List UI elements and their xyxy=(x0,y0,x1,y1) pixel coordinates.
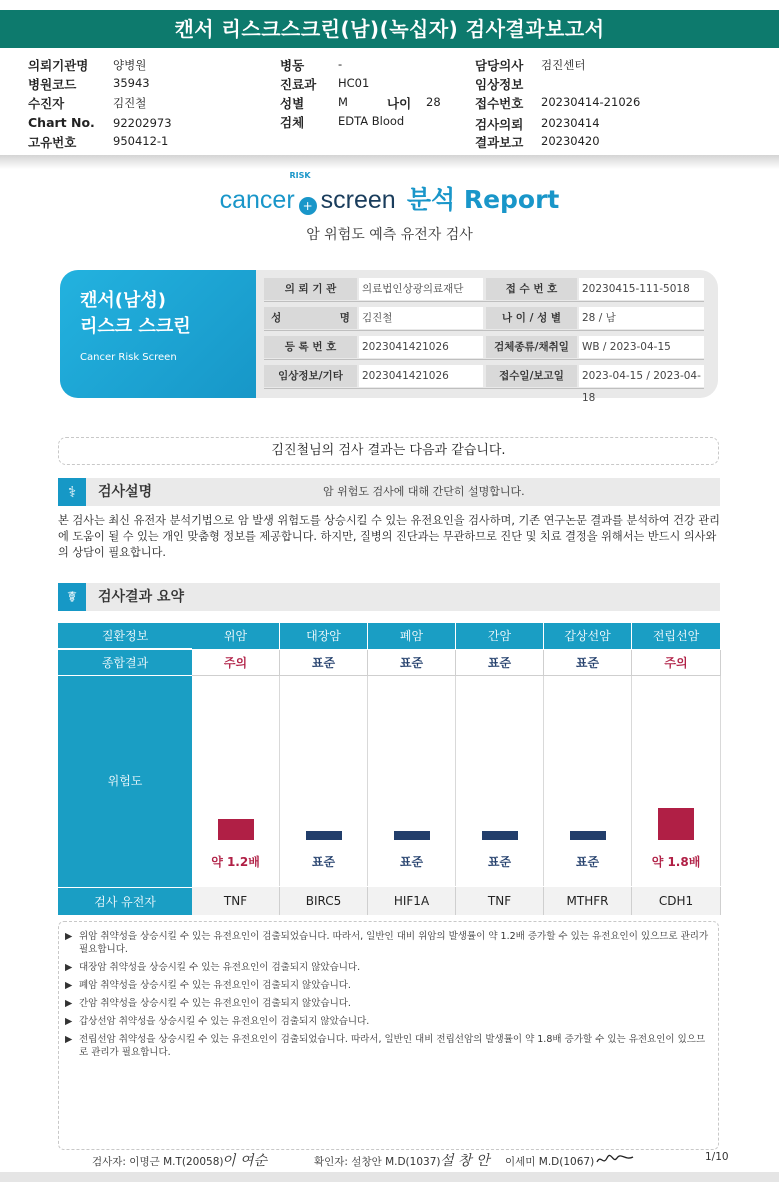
header-value: 35943 xyxy=(113,76,150,90)
risk-bar xyxy=(394,831,430,840)
header-value: 양병원 xyxy=(113,58,147,72)
header-value: 20230420 xyxy=(541,134,600,148)
row-label-overall: 종합결과 xyxy=(58,650,192,676)
header-value: 검진센터 xyxy=(541,58,586,72)
header-value: - xyxy=(338,57,343,71)
row-label-gene: 검사 유전자 xyxy=(58,887,192,915)
confirmer: 확인자: 설창안 M.D(1037) xyxy=(314,1156,441,1168)
risk-label: 표준 xyxy=(399,855,424,869)
header-label: 성별 xyxy=(280,96,305,111)
logo-report: 분석 Report xyxy=(406,185,560,214)
overall-result: 주의 xyxy=(192,650,280,676)
confirmer-signature: 설 창 안 xyxy=(440,1153,490,1169)
header-label: 병동 xyxy=(280,58,305,73)
info-key: 접 수 번 호 xyxy=(486,278,577,300)
note-text: 전립선암 취약성을 상승시킬 수 있는 유전요인이 검출되었습니다. 따라서, 일반인 대비 전립선암의 발생률이 약 1.8배 증가할 수 있는 유전요인이 있으므로 관리가 필요합니다. xyxy=(79,1034,706,1058)
info-value: 2023041421026 xyxy=(359,365,483,387)
header-label: 접수번호 xyxy=(475,96,524,111)
test-name-box xyxy=(60,270,256,398)
note-text: 간암 취약성을 상승시킬 수 있는 유전요인이 검출되지 않았습니다. xyxy=(79,998,351,1009)
info-row xyxy=(264,334,704,360)
header-label: 임상정보 xyxy=(475,77,524,92)
info-value: 20230415-111-5018 xyxy=(579,278,704,300)
header-label: 담당의사 xyxy=(475,58,524,73)
info-key: 임상정보/기타 xyxy=(264,365,357,387)
logo xyxy=(0,171,779,220)
disease-header: 전립선암 xyxy=(632,623,721,649)
info-row xyxy=(264,276,704,302)
logo-cancer: cancer xyxy=(219,186,295,214)
note-text: 대장암 취약성을 상승시킬 수 있는 유전요인이 검출되지 않았습니다. xyxy=(79,962,361,973)
info-row xyxy=(264,363,704,404)
row-label-risk: 위험도 xyxy=(58,676,192,887)
section-description: 암 위험도 검사에 대해 간단히 설명합니다. xyxy=(323,485,525,498)
arrow-icon: ▶ xyxy=(65,1034,73,1045)
gene-name: HIF1A xyxy=(368,887,456,915)
info-key: 의 뢰 기 관 xyxy=(264,278,357,300)
signature-footer xyxy=(0,1150,779,1172)
header-label: 병원코드 xyxy=(28,77,77,92)
risk-bar xyxy=(482,831,518,840)
risk-label: 약 1.8배 xyxy=(651,855,701,869)
info-value: 의료법인상광의료재단 xyxy=(359,278,483,300)
header-value: 950412-1 xyxy=(113,134,169,148)
info-key: 나 이 / 성 별 xyxy=(486,307,577,329)
section-title: 검사설명 xyxy=(98,484,153,500)
note-text: 폐암 취약성을 상승시킬 수 있는 유전요인이 검출되지 않았습니다. xyxy=(79,980,351,991)
section-summary xyxy=(58,583,720,611)
note-item xyxy=(65,961,712,974)
header-value: EDTA Blood xyxy=(338,114,405,128)
overall-result: 표준 xyxy=(544,650,632,676)
risk-label: 표준 xyxy=(575,855,600,869)
age-label: 나이 xyxy=(387,96,412,111)
page-number: 1/10 xyxy=(705,1151,729,1163)
logo-risk: RISK xyxy=(289,171,311,180)
note-item xyxy=(65,979,712,992)
note-item xyxy=(65,1015,712,1028)
info-value: WB / 2023-04-15 xyxy=(579,336,704,358)
info-key: 성 명 xyxy=(264,307,357,329)
info-key: 등 록 번 호 xyxy=(264,336,357,358)
arrow-icon: ▶ xyxy=(65,962,73,973)
risk-bar xyxy=(658,808,694,840)
info-value: 2023041421026 xyxy=(359,336,483,358)
info-row xyxy=(264,305,704,331)
risk-bar xyxy=(570,831,606,840)
doctor2-signature xyxy=(595,1152,635,1166)
header-value: M xyxy=(338,95,348,109)
header-label: 결과보고 xyxy=(475,135,524,150)
gene-name: BIRC5 xyxy=(280,887,368,915)
arrow-icon: ▶ xyxy=(65,998,73,1009)
medical-kit-icon: ☤ xyxy=(58,583,86,611)
row-label-disease: 질환정보 xyxy=(58,623,192,649)
explanation-paragraph: 본 검사는 최신 유전자 분석기법으로 암 발생 위험도를 상승시킬 수 있는 유전요인을 검사하며, 기존 연구논문 결과를 분석하여 건강 관리에 도움이 될 수 있는 개인 맞춤형 정보를 제공합니다. 하지만, 질병의 진단과는 무관하므로 진단 및 치료 결정을 위해서는 반드시 의사와의 상담이 필요합니다. xyxy=(58,514,720,559)
risk-bar xyxy=(218,819,254,840)
risk-cell xyxy=(456,676,544,886)
report-title: 캔서 리스크스크린(남)(녹십자) 검사결과보고서 xyxy=(0,10,779,48)
arrow-icon: ▶ xyxy=(65,980,73,991)
disease-header: 대장암 xyxy=(280,623,368,649)
arrow-icon: ▶ xyxy=(65,931,73,942)
overall-result: 표준 xyxy=(280,650,368,676)
info-value: 2023-04-15 / 2023-04-18 xyxy=(579,365,704,387)
age-value: 28 xyxy=(426,95,441,109)
patient-info-card xyxy=(60,270,718,404)
risk-cell xyxy=(544,676,632,886)
header-label: Chart No. xyxy=(28,115,95,130)
header-label: 고유번호 xyxy=(28,135,77,150)
risk-cell xyxy=(280,676,368,886)
gene-name: MTHFR xyxy=(544,887,632,915)
info-key: 접수일/보고일 xyxy=(486,365,577,387)
gene-name: CDH1 xyxy=(632,887,721,915)
note-text: 위암 취약성을 상승시킬 수 있는 유전요인이 검출되었습니다. 따라서, 일반인 대비 위암의 발생률이 약 1.2배 증가할 수 있는 유전요인이 있으므로 관리가 필요합니다. xyxy=(79,931,709,955)
risk-bar xyxy=(306,831,342,840)
info-value: 김진철 xyxy=(359,307,483,329)
header-label: 수진자 xyxy=(28,96,65,111)
inspector: 검사자: 이명근 M.T(20058) xyxy=(92,1156,224,1168)
header-label: 검체 xyxy=(280,115,305,130)
note-text: 갑상선암 취약성을 상승시킬 수 있는 유전요인이 검출되지 않았습니다. xyxy=(79,1016,370,1027)
bottom-band xyxy=(0,1172,779,1182)
disease-header: 갑상선암 xyxy=(544,623,632,649)
plus-icon: + xyxy=(299,197,317,215)
note-item xyxy=(65,997,712,1010)
header-value: 20230414-21026 xyxy=(541,95,641,109)
risk-cell xyxy=(632,676,721,886)
risk-label: 표준 xyxy=(487,855,512,869)
disease-header: 위암 xyxy=(192,623,280,649)
risk-cell xyxy=(368,676,456,886)
risk-label: 표준 xyxy=(311,855,336,869)
result-notes xyxy=(58,921,719,1150)
section-explanation xyxy=(58,478,720,506)
inspector-signature: 이 여순 xyxy=(222,1153,268,1169)
gene-name: TNF xyxy=(456,887,544,915)
overall-result: 표준 xyxy=(368,650,456,676)
logo-screen: screen xyxy=(320,186,396,214)
subtitle: 암 위험도 예측 유전자 검사 xyxy=(306,227,473,243)
overall-result: 주의 xyxy=(632,650,721,676)
report-header xyxy=(0,54,779,154)
risk-label: 약 1.2배 xyxy=(211,855,260,869)
disease-header: 간암 xyxy=(456,623,544,649)
doctor2: 이세미 M.D(1067) xyxy=(505,1156,595,1168)
info-value: 28 / 남 xyxy=(579,307,704,329)
info-key: 검체종류/채취일 xyxy=(486,336,577,358)
test-name-line1: 캔서(남성) xyxy=(80,290,167,311)
stethoscope-icon: ⚕ xyxy=(58,478,86,506)
header-value: 20230414 xyxy=(541,116,600,130)
test-name-english: Cancer Risk Screen xyxy=(80,352,177,363)
header-label: 진료과 xyxy=(280,77,317,92)
arrow-icon: ▶ xyxy=(65,1016,73,1027)
disease-header: 폐암 xyxy=(368,623,456,649)
header-value: 92202973 xyxy=(113,116,172,130)
result-intro: 김진철님의 검사 결과는 다음과 같습니다. xyxy=(58,437,719,465)
test-name-line2: 리스크 스크린 xyxy=(80,316,191,337)
header-label: 검사의뢰 xyxy=(475,117,524,132)
section-title: 검사결과 요약 xyxy=(98,589,185,605)
header-value: 김진철 xyxy=(113,96,147,110)
risk-cell xyxy=(192,676,280,886)
divider xyxy=(0,155,779,169)
note-item xyxy=(65,1033,712,1059)
note-item xyxy=(65,930,712,956)
header-value: HC01 xyxy=(338,76,370,90)
header-label: 의뢰기관명 xyxy=(28,58,89,73)
overall-result: 표준 xyxy=(456,650,544,676)
gene-name: TNF xyxy=(192,887,280,915)
